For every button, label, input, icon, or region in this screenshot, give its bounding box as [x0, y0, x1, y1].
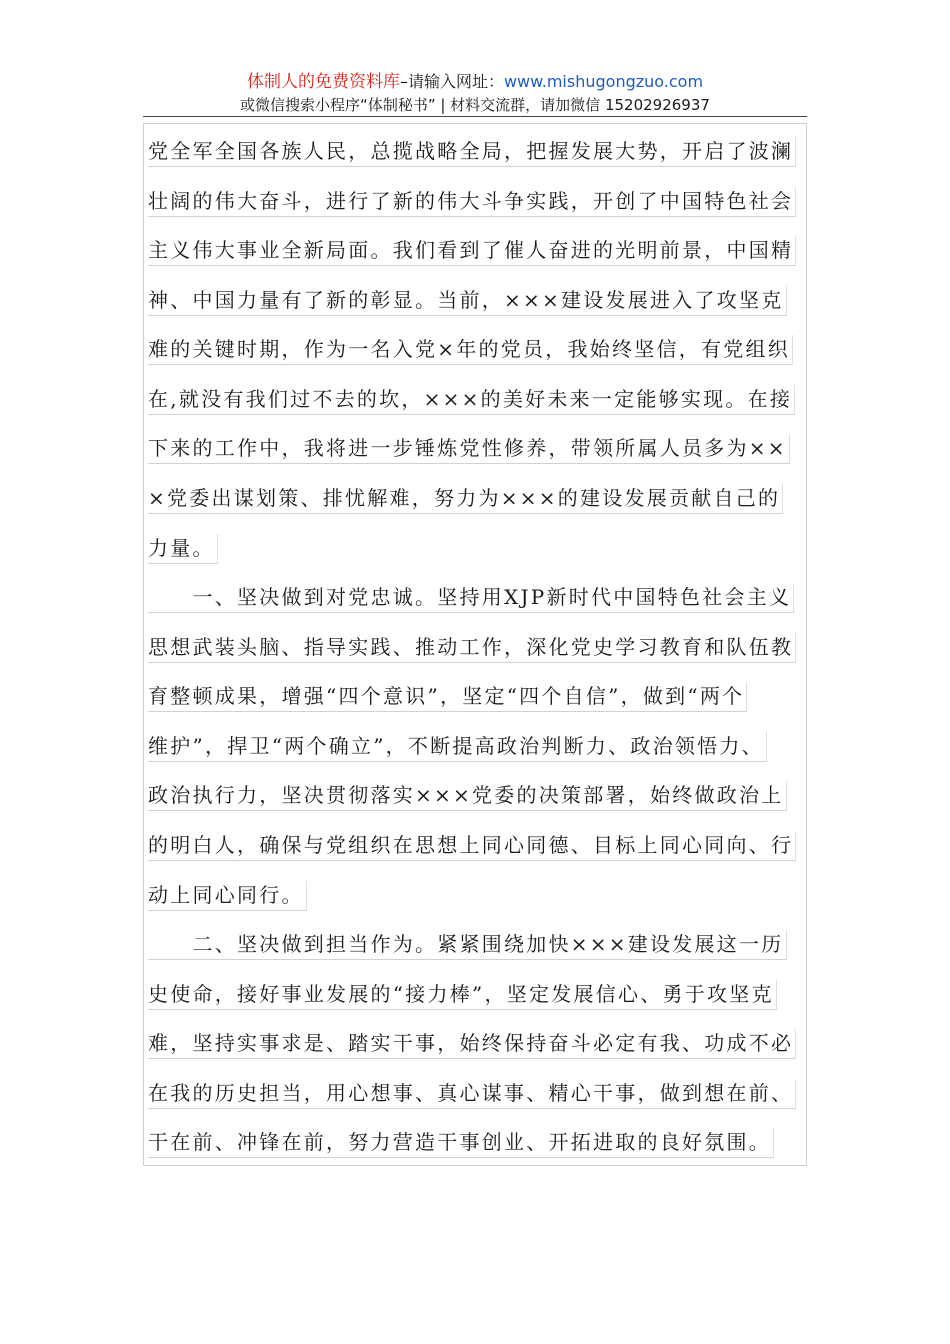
document-body: [143, 123, 807, 1166]
header-divider: [143, 116, 807, 117]
header-url-link[interactable]: www.mishugongzuo.com: [503, 72, 704, 91]
body-line: 二、坚决做到担当作为。紧紧围绕加快×××建设发展这一历: [148, 930, 787, 960]
body-line: 神、中国力量有了新的彰显。当前，×××建设发展进入了攻坚克: [148, 286, 787, 316]
header-line-2: 或微信搜索小程序“体制秘书” | 材料交流群，请加微信 15202926937: [240, 96, 710, 114]
body-line: 党全军全国各族人民，总揽战略全局，把握发展大势，开启了波澜: [148, 137, 796, 167]
body-line: 难的关键时期，作为一名入党×年的党员，我始终坚信，有党组织: [148, 335, 793, 365]
body-line: 育整顿成果，增强“四个意识”，坚定“四个自信”，做到“两个: [148, 682, 747, 712]
body-line: 史使命，接好事业发展的“接力棒”，坚定发展信心、勇于攻坚克: [148, 980, 777, 1010]
body-line: 政治执行力，坚决贯彻落实×××党委的决策部署，始终做政治上: [148, 781, 787, 811]
body-line: 思想武装头脑、指导实践、推动工作，深化党史学习教育和队伍教: [148, 633, 796, 663]
header-prompt: –请输入网址：: [399, 72, 504, 91]
body-line: 壮阔的伟大奋斗，进行了新的伟大斗争实践，开创了中国特色社会: [148, 187, 796, 217]
header-line-1: [143, 70, 807, 94]
body-line: ×党委出谋划策、排忧解难，努力为×××的建设发展贡献自己的: [148, 484, 783, 514]
page-header: [143, 70, 807, 116]
body-line: 在我的历史担当，用心想事、真心谋事、精心干事，做到想在前、: [148, 1079, 796, 1109]
body-line: 干在前、冲锋在前，努力营造干事创业、开拓进取的良好氛围。: [148, 1128, 774, 1158]
body-line: 动上同心同行。: [148, 881, 307, 911]
body-line: 下来的工作中，我将进一步锤炼党性修养，带领所属人员多为××: [148, 434, 790, 464]
body-line: 难，坚持实事求是、踏实干事，始终保持奋斗必定有我、功成不必: [148, 1029, 796, 1059]
body-line: 维护”，捍卫“两个确立”，不断提高政治判断力、政治领悟力、: [148, 732, 767, 762]
body-line: 主义伟大事业全新局面。我们看到了催人奋进的光明前景，中国精: [148, 236, 796, 266]
body-line: 的明白人，确保与党组织在思想上同心同德、目标上同心同向、行: [148, 831, 796, 861]
body-line: 力量。: [148, 534, 218, 564]
header-brand: 体制人的免费资料库: [246, 72, 400, 92]
body-line: 在,就没有我们过不去的坎，×××的美好未来一定能够实现。在接: [148, 385, 795, 415]
body-line: 一、坚决做到对党忠诚。坚持用XJP新时代中国特色社会主义: [148, 583, 794, 613]
